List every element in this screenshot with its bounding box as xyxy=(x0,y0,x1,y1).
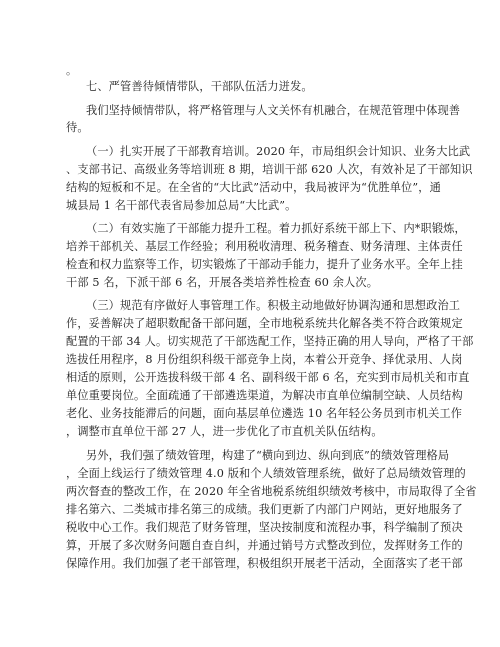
text-line: ，全面上线运行了绩效管理 4.0 版和个人绩效管理系统，做好了总局绩效管理的 xyxy=(66,467,466,480)
text-line: 排名第六、二类城市排名第三的成绩。我们更新了内部门户网站，更好地服务了 xyxy=(66,503,463,516)
text-line: 保障作用。我们加强了老干部管理，积极组织开展老干活动，全面落实了老干部 xyxy=(66,557,463,570)
text-line: 另外，我们强了绩效管理，构建了“横向到边、纵向到底”的绩效管理格局 xyxy=(86,449,450,462)
text-line: （一）扎实开展了干部教育培训。2020 年，市局组织会计知识、业务大比武 xyxy=(86,145,471,158)
text-line: 检查和权力监察等工作，切实锻炼了干部动手能力，提升了业务水平。全年上挂 xyxy=(66,258,463,271)
text-line: 算，开展了多次财务问题自查自纠，并通过销号方式整改到位，发挥财务工作的 xyxy=(66,539,463,552)
text-line: 城县局 1 名干部代表省局参加总局“大比武”。 xyxy=(66,199,297,212)
text-line: 相适的原则，公开选拔科级干部 4 名、副科级干部 6 名，充实到市局机关和市直 xyxy=(66,371,470,384)
text-line: ，调整市直单位干部 27 人，进一步优化了市直机关队伍结构。 xyxy=(66,425,383,438)
text-line: 、支部书记、高级业务等培训班 8 期，培训干部 620 人次，有效补足了干部知识 xyxy=(66,163,473,176)
text-line: 作，妥善解决了超职数配备干部问题，全市地税系统共化解各类不符合政策规定 xyxy=(66,317,463,330)
text-line: 待。 xyxy=(66,121,89,134)
text-line: 税收中心工作。我们规范了财务管理，坚决按制度和流程办事，科学编制了预决 xyxy=(66,521,463,534)
text-line: 配置的干部 34 人。切实规范了干部选配工作，坚持正确的用人导向，严格了干部 xyxy=(66,335,474,348)
text-line: 选拔任用程序，8 月份组织科级干部竞争上岗，本着公开竞争、择优录用、人岗 xyxy=(66,353,463,366)
text-line: 老化、业务技能滞后的问题，面向基层单位遴选 10 名年轻公务员到市机关工作 xyxy=(66,407,463,420)
top-mark: 。 xyxy=(66,64,77,77)
text-line: （二）有效实施了干部能力提升工程。着力抓好系统干部上下、内*职锻炼， xyxy=(86,222,466,235)
text-line: 培养干部机关、基层工作经验；利用税收清理、税务稽查、财务清理、主体责任 xyxy=(66,240,463,253)
text-line: 我们坚持倾情带队，将严格管理与人文关怀有机融合，在规范管理中体现善 xyxy=(86,104,461,117)
text-line: 结构的短板和不足。在全省的“大比武”活动中，我局被评为“优胜单位”，通 xyxy=(66,181,441,194)
text-line: （三）规范有序做好人事管理工作。积极主动地做好协调沟通和思想政治工 xyxy=(86,299,461,312)
text-line: 干部 5 名，下派干部 6 名，开展各类培养性检查 60 余人次。 xyxy=(66,276,379,289)
text-line: 单位重要岗位。全面疏通了干部遴选渠道，为解决市直单位编制空缺、人员结构 xyxy=(66,389,463,402)
text-line: 两次督查的整改工作，在 2020 年全省地税系统组织绩效考核中，市局取得了全省 xyxy=(66,485,477,498)
text-line: 七、严管善待倾情带队，干部队伍活力迸发。 xyxy=(86,80,313,93)
